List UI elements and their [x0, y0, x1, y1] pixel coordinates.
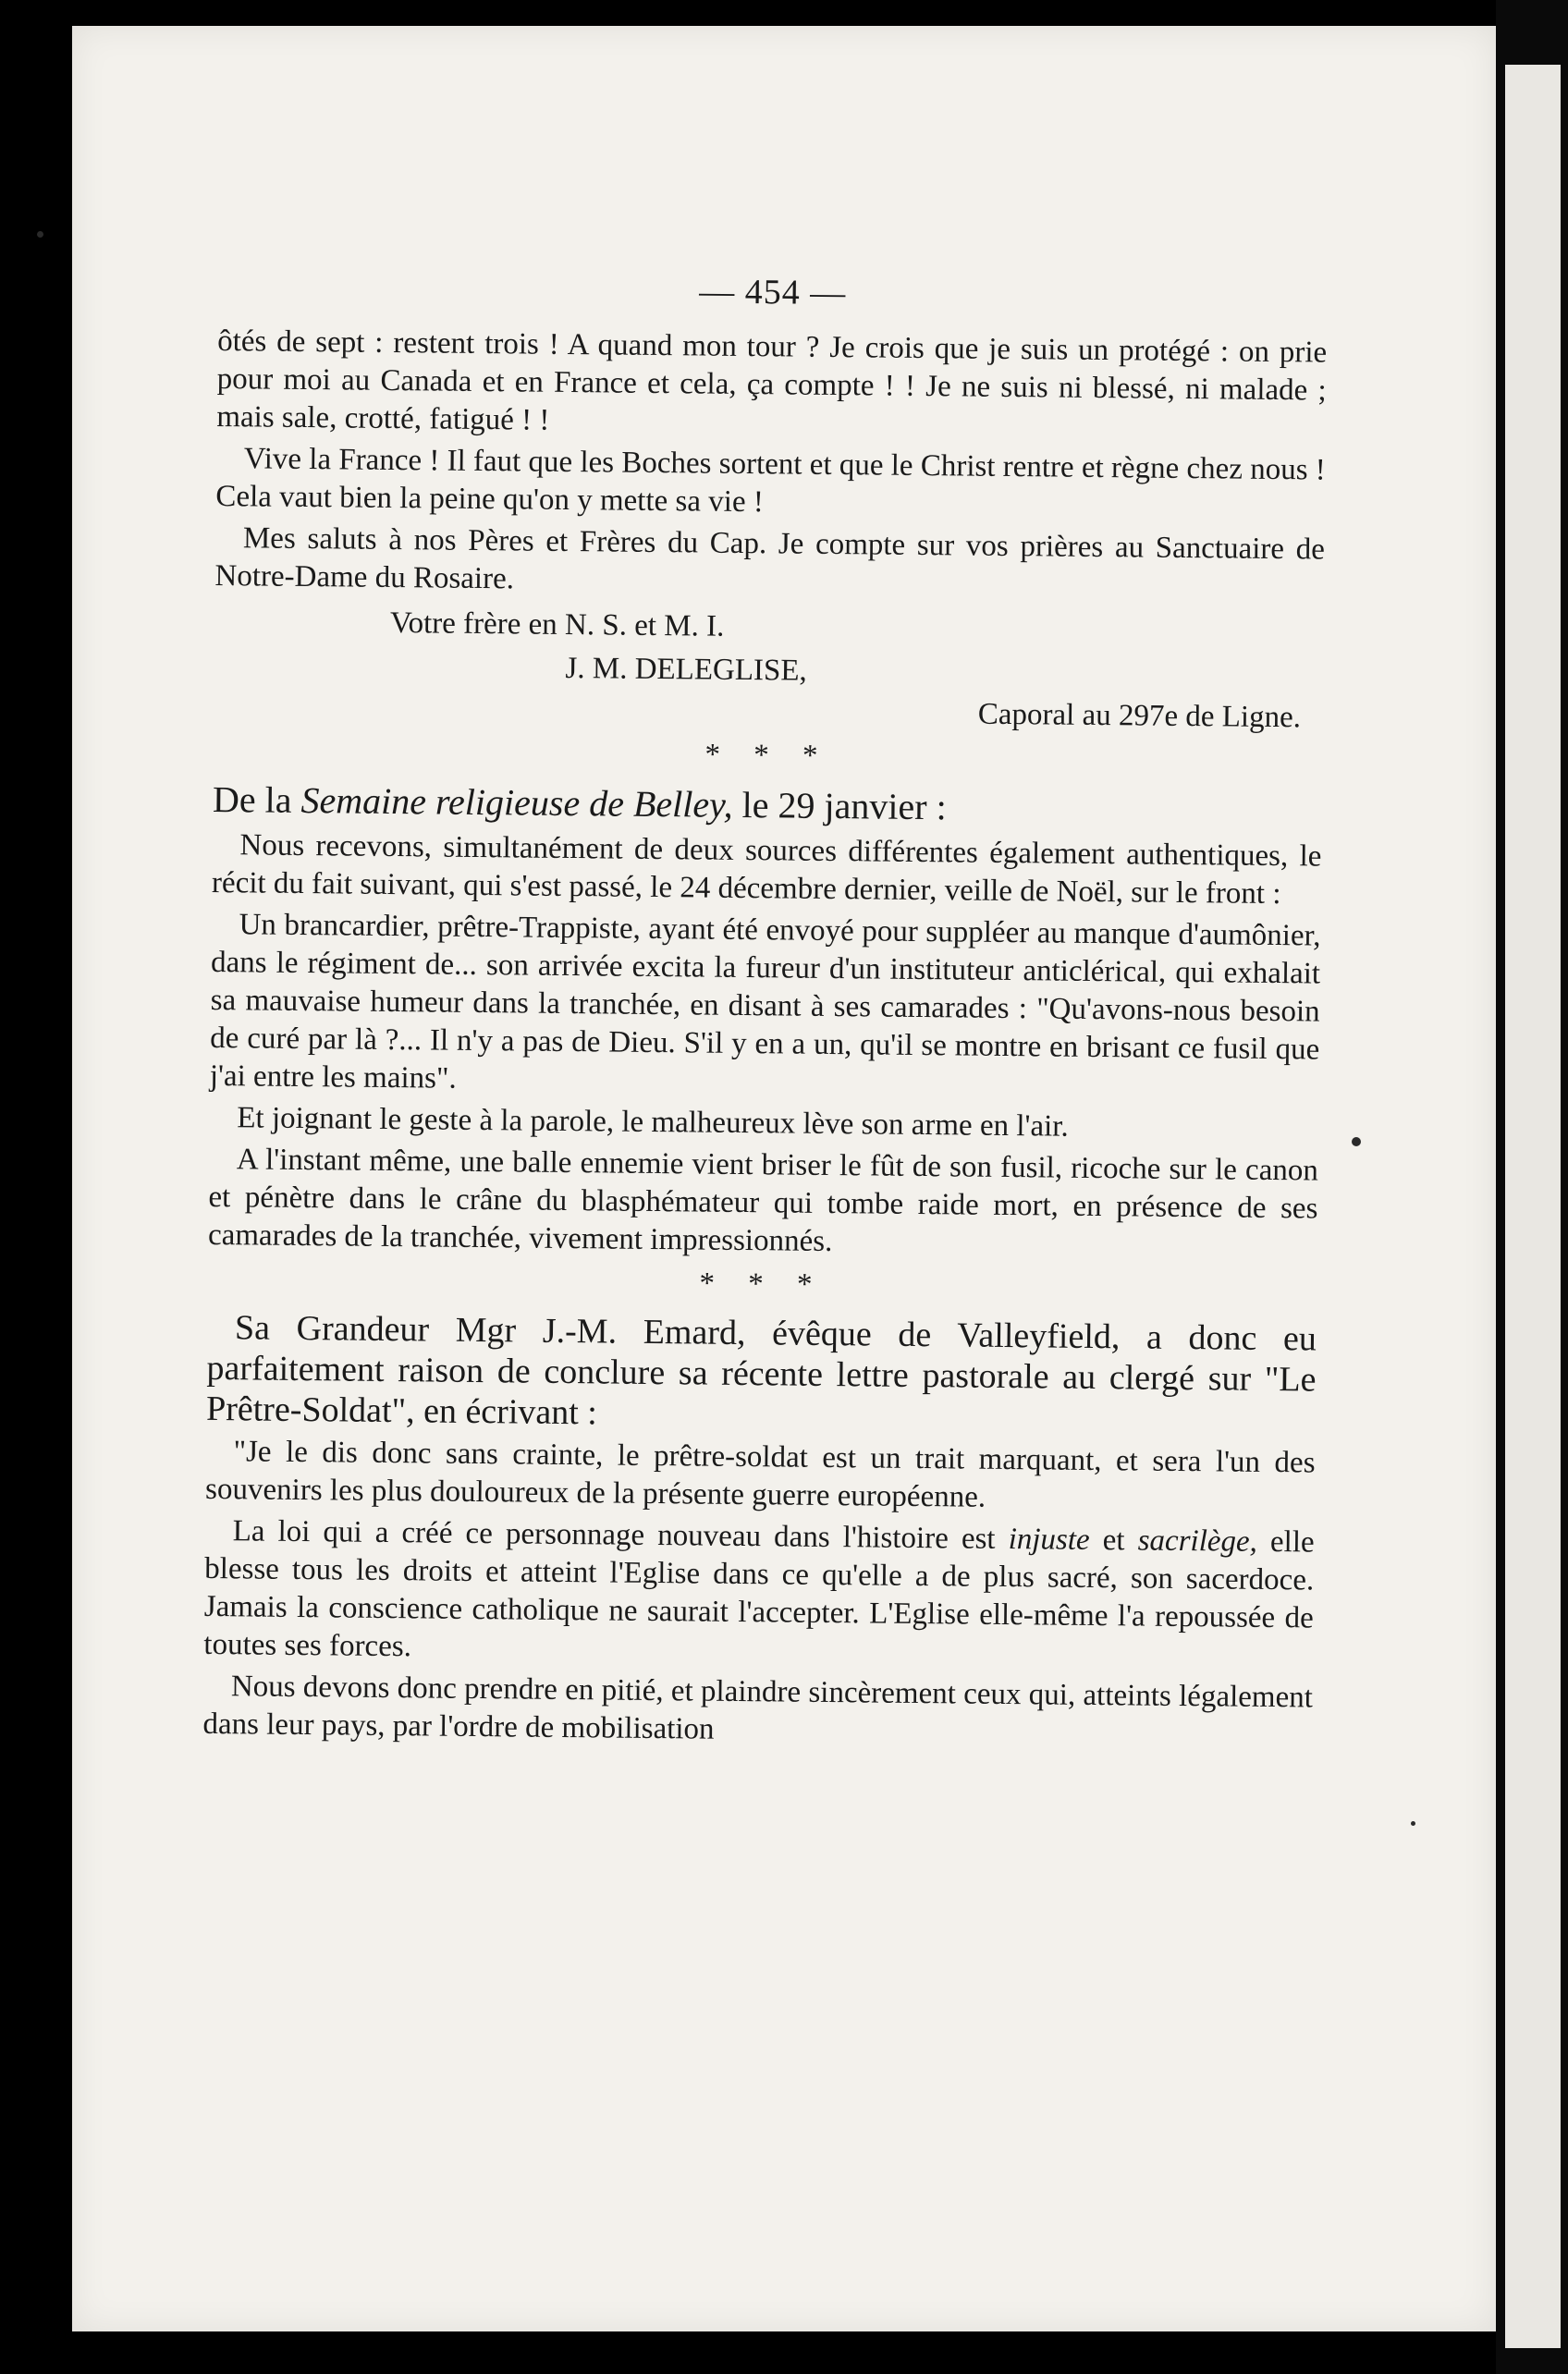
page-text [202, 268, 1328, 1758]
article-paragraph: Un brancardier, prêtre-Trappiste, ayant été envoyé pour suppléer au manque d'aumônier, dans le régiment de... son arrivée excita la fureur d'un instituteur anticlérical, qui exhalait sa mauvaise humeur dans la tranchée, en disant à ses camarades : "Qu'avons-nous besoin de curé par là ?... Il n'y a pas de Dieu. S'il y en a un, qu'il se montre en brisant ce fusil que j'ai entre les mains". [209, 908, 1321, 1095]
adjacent-page-edge [1505, 65, 1561, 2348]
quote-emphasis: sacrilège, [1137, 1524, 1258, 1559]
quote-emphasis: injuste [1008, 1523, 1090, 1557]
section-separator: * * * [704, 738, 831, 773]
article-paragraph: Et joignant le geste à la parole, le malheureux lève son arme en l'air. [237, 1101, 1069, 1144]
source-heading [213, 778, 1322, 833]
quote-text: et [1089, 1523, 1138, 1558]
page-number: — 454 — [699, 272, 847, 313]
scan-speck [1411, 1821, 1415, 1826]
quote-text: elle blesse tous les droits et atteint l'Eglise dans ce qu'elle a de plus sacré, son sacerdoce. Jamais la conscience catholique ne saurait l'accepter. L'Eglise elle-même l'a repoussée de toutes ses forces. [203, 1524, 1315, 1664]
letter-signoff: Votre frère en N. S. et M. I. [389, 606, 725, 643]
section-separator: * * * [699, 1267, 826, 1302]
quote-paragraph: Nous devons donc prendre en pitié, et plaindre sincèrement ceux qui, atteints légalement dans leur pays, par l'ordre de mobilisation [202, 1670, 1314, 1746]
scan-speck [37, 231, 43, 238]
letter-signature: J. M. DELEGLISE, [565, 651, 807, 688]
signature-title: Caporal au 297e de Ligne. [977, 697, 1302, 735]
quote-paragraph [203, 1512, 1315, 1676]
letter-paragraph: Mes saluts à nos Pères et Frères du Cap. Je compte sur vos prières au Sanctuaire de Notre-Dame du Rosaire. [214, 521, 1326, 596]
source-suffix: le 29 janvier : [732, 783, 947, 828]
lead-paragraph: Sa Grandeur Mgr J.-M. Emard, évêque de Valleyfield, a donc eu parfaitement raison de conclure sa récente lettre pastorale au clergé sur "Le Prêtre-Soldat", en écrivant : [205, 1308, 1317, 1433]
quote-paragraph: "Je le dis donc sans crainte, le prêtre-soldat est un trait marquant, et sera l'un des souvenirs les plus douloureux de la présente guerre européenne. [204, 1435, 1316, 1514]
scan-speck [1352, 1137, 1361, 1146]
article-paragraph: Nous recevons, simultanément de deux sources différentes également authentiques, le récit du fait suivant, qui s'est passé, le 24 décembre dernier, veille de Noël, sur le front : [211, 828, 1322, 912]
source-prefix: De la [212, 777, 301, 821]
letter-paragraph: Vive la France ! Il faut que les Boches sortent et que le Christ rentre et règne chez nous ! Cela vaut bien la peine qu'on y mette sa vie ! [215, 442, 1326, 520]
source-title: Semaine religieuse de Belley, [300, 778, 733, 826]
letter-paragraph: ôtés de sept : restent trois ! A quand mon tour ? Je crois que je suis un protégé : on prie pour moi au Canada et en France et cela, ça compte ! ! Je ne suis ni blessé, ni malade ; mais sale, crotté, fatigué ! ! [216, 324, 1328, 437]
article-paragraph: A l'instant même, une balle ennemie vient briser le fût de son fusil, ricoche sur le canon et pénètre dans le crâne du blasphémateur qui tombe raide mort, en présence de ses camarades de la tranchée, vivement impressionnés. [207, 1143, 1319, 1259]
quote-text: La loi qui a créé ce personnage nouveau dans l'histoire est [232, 1514, 1009, 1557]
